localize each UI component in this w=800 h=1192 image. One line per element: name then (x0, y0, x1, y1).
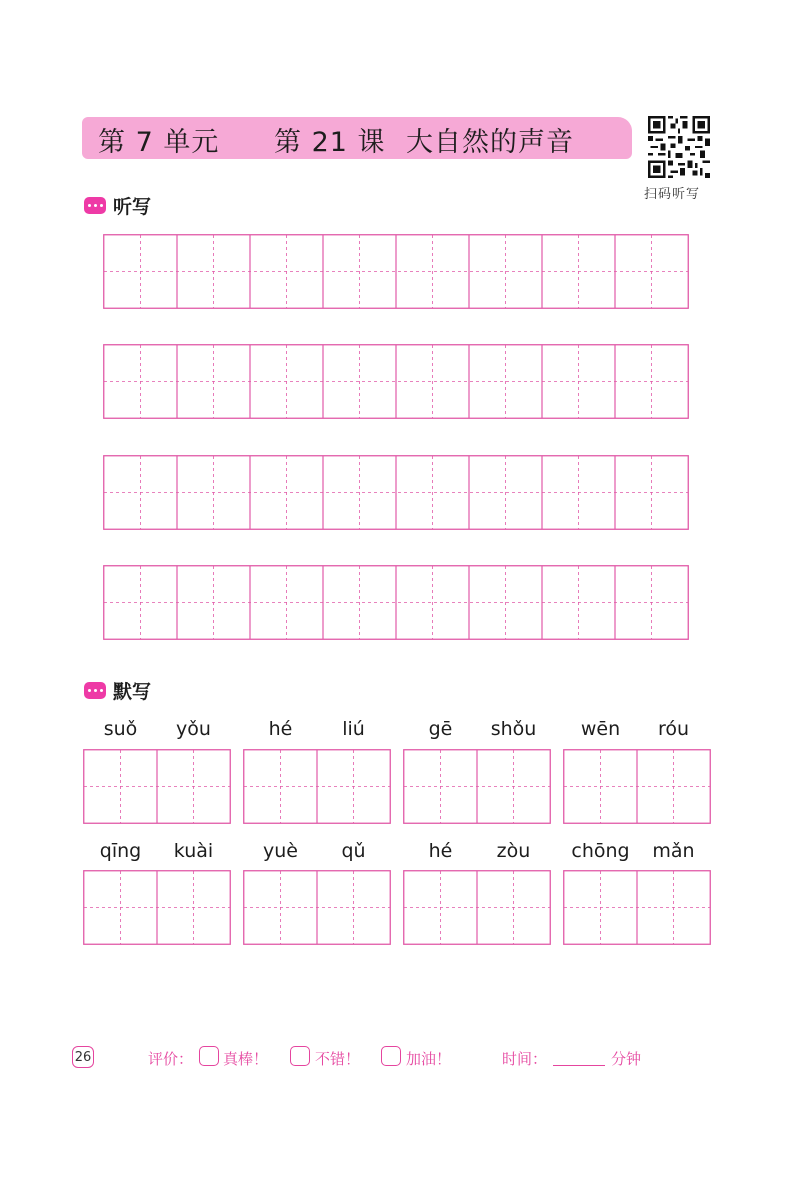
dictation-heading (84, 192, 151, 219)
pinyin-label: hé (268, 718, 293, 740)
evaluation-footer (0, 1046, 800, 1072)
rating-checkbox-good[interactable] (290, 1046, 310, 1066)
recall-word-box[interactable] (243, 870, 391, 945)
pinyin-label: chōng (571, 840, 630, 862)
pinyin-label: wēn (580, 718, 621, 740)
pinyin-label: kuài (173, 840, 214, 862)
pinyin-label: shǒu (490, 718, 537, 740)
time-label: 时间： (502, 1050, 548, 1068)
pinyin-label: yuè (263, 840, 298, 862)
tianzige-grid[interactable] (243, 749, 391, 824)
tianzige-grid[interactable] (83, 870, 231, 945)
rating-checkbox-keep-going[interactable] (381, 1046, 401, 1066)
recall-label: 默写 (113, 681, 152, 703)
pinyin-label: liú (342, 718, 365, 740)
tianzige-grid[interactable] (243, 870, 391, 945)
time-input-line[interactable] (553, 1065, 605, 1066)
tianzige-grid[interactable] (83, 749, 231, 824)
recall-word-box[interactable] (243, 749, 391, 824)
dots-badge-icon (84, 197, 106, 214)
unit-label: 第 7 单元 (98, 127, 220, 158)
tianzige-grid[interactable] (103, 565, 689, 640)
recall-word-box[interactable] (563, 870, 711, 945)
dictation-row[interactable] (103, 565, 689, 640)
pinyin-label: hé (428, 840, 453, 862)
recall-word-box[interactable] (563, 749, 711, 824)
dots-badge-icon (84, 682, 106, 699)
tianzige-grid[interactable] (103, 455, 689, 530)
dictation-row[interactable] (103, 455, 689, 530)
tianzige-grid[interactable] (563, 870, 711, 945)
dictation-row[interactable] (103, 234, 689, 309)
pinyin-label: róu (657, 718, 690, 740)
pinyin-label: qīng (99, 840, 142, 862)
lesson-title-bar (82, 117, 632, 159)
qr-caption: 扫码听写 (644, 187, 701, 202)
recall-heading (84, 677, 151, 704)
page-number: 26 (72, 1046, 94, 1068)
dictation-label: 听写 (113, 196, 152, 218)
qr-code-icon[interactable] (648, 116, 710, 178)
tianzige-grid[interactable] (103, 234, 689, 309)
dictation-row[interactable] (103, 344, 689, 419)
time-unit: 分钟 (611, 1050, 642, 1068)
pinyin-label: zòu (496, 840, 531, 862)
pinyin-label: qǔ (341, 840, 366, 862)
recall-word-box[interactable] (83, 749, 231, 824)
recall-word-box[interactable] (83, 870, 231, 945)
pinyin-label: suǒ (103, 718, 138, 740)
lesson-number: 第 21 课 (274, 127, 386, 158)
pinyin-label: yǒu (176, 718, 211, 740)
tianzige-grid[interactable] (563, 749, 711, 824)
rating-option-great: 真棒！ (223, 1050, 269, 1068)
rating-label: 评价： (148, 1050, 194, 1068)
lesson-title: 大自然的声音 (406, 127, 574, 158)
tianzige-grid[interactable] (103, 344, 689, 419)
rating-option-keep-going: 加油！ (406, 1050, 452, 1068)
tianzige-grid[interactable] (403, 870, 551, 945)
tianzige-grid[interactable] (403, 749, 551, 824)
recall-word-box[interactable] (403, 749, 551, 824)
recall-word-box[interactable] (403, 870, 551, 945)
pinyin-label: gē (428, 718, 453, 740)
rating-option-good: 不错！ (315, 1050, 361, 1068)
rating-checkbox-great[interactable] (199, 1046, 219, 1066)
pinyin-label: mǎn (652, 840, 695, 862)
